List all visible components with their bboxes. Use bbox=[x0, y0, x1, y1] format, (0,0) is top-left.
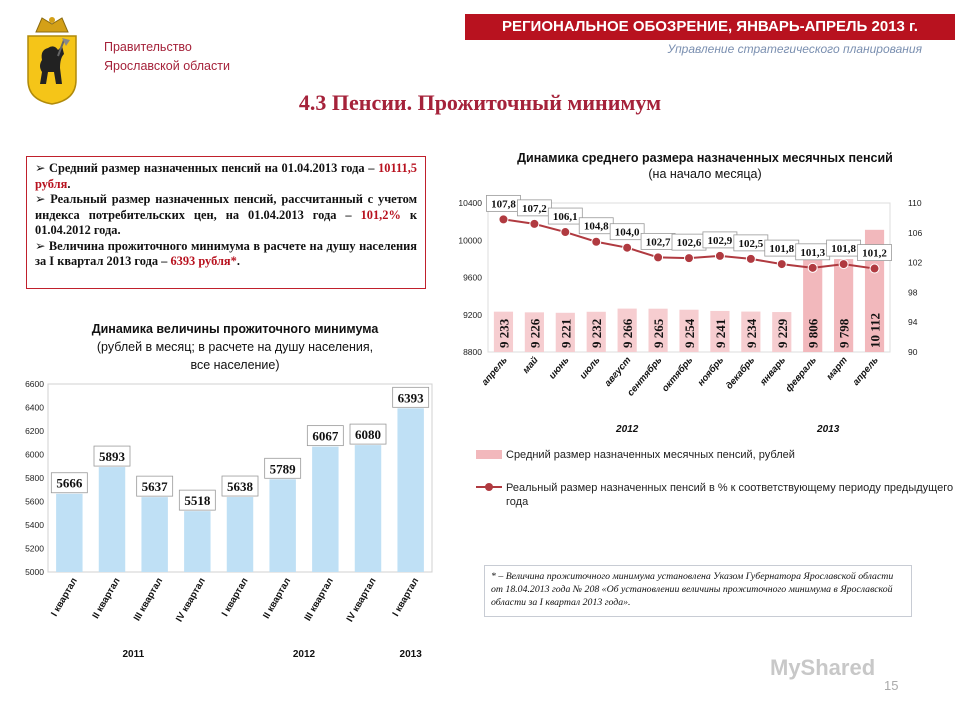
org-line-2: Ярославской области bbox=[104, 59, 230, 73]
department-name: Управление стратегического планирования bbox=[667, 42, 922, 56]
y2-tick-label: 94 bbox=[908, 317, 918, 328]
bar bbox=[397, 408, 423, 572]
pension-combo-chart bbox=[440, 185, 960, 515]
bar bbox=[355, 445, 381, 572]
data-label: 5637 bbox=[141, 479, 168, 495]
y-tick-label: 8800 bbox=[463, 347, 482, 357]
line-point bbox=[592, 237, 601, 246]
line-point bbox=[654, 253, 663, 262]
data-label: 5518 bbox=[184, 493, 211, 509]
chart-subtitle-line: (на начало месяца) bbox=[648, 167, 762, 181]
data-label: 5789 bbox=[269, 461, 296, 477]
y-tick-label: 5400 bbox=[25, 520, 44, 530]
y-tick-label: 5000 bbox=[25, 567, 44, 577]
x-tick-label: II квартал bbox=[90, 576, 123, 621]
y-tick-label: 6600 bbox=[25, 379, 44, 389]
line-point bbox=[499, 215, 508, 224]
x-tick-label: IV квартал bbox=[344, 576, 379, 624]
line-data-label: 101,8 bbox=[831, 243, 856, 256]
line-point bbox=[561, 228, 570, 237]
y2-tick-label: 102 bbox=[908, 257, 923, 268]
chart-subtitle-line: (рублей в месяц; в расчете на душу населения, bbox=[96, 340, 374, 354]
x-tick-label: I квартал bbox=[49, 576, 80, 619]
line-point bbox=[870, 264, 879, 273]
x-tick-label: апрель bbox=[850, 354, 881, 388]
x-tick-label: ноябрь bbox=[695, 354, 727, 389]
bar bbox=[99, 467, 125, 572]
year-label: 2013 bbox=[399, 649, 422, 660]
x-tick-label: IV квартал bbox=[173, 576, 208, 624]
y2-tick-label: 98 bbox=[908, 287, 918, 298]
line-point bbox=[808, 263, 817, 272]
bar bbox=[184, 511, 210, 572]
line-data-label: 104,8 bbox=[583, 220, 609, 233]
watermark-text: MyShared bbox=[770, 655, 876, 680]
y-tick-label: 10000 bbox=[458, 235, 482, 246]
y-tick-label: 6000 bbox=[25, 449, 44, 460]
year-label: 2012 bbox=[292, 649, 316, 660]
pension-chart-title bbox=[455, 150, 955, 182]
bar bbox=[269, 479, 295, 572]
y2-tick-label: 110 bbox=[908, 198, 922, 208]
bar-data-label: 9 234 bbox=[743, 318, 759, 348]
line-data-label: 101,2 bbox=[862, 247, 887, 260]
bar-data-label: 10 112 bbox=[867, 312, 883, 348]
header-banner: РЕГИОНАЛЬНОЕ ОБОЗРЕНИЕ, ЯНВАРЬ-АПРЕЛЬ 2013 г. bbox=[465, 14, 955, 40]
chart-subtitle-line: все население) bbox=[190, 358, 280, 372]
highlight-value: 101,2% bbox=[360, 207, 401, 222]
data-label: 5638 bbox=[227, 479, 253, 495]
chart-title-line: Динамика среднего размера назначенных месячных пенсий bbox=[517, 151, 893, 165]
x-tick-label: март bbox=[824, 354, 850, 383]
data-label: 5666 bbox=[56, 475, 83, 491]
legend-label: Реальный размер назначенных пенсий в % к соответствующему периоду предыдущего года bbox=[506, 482, 954, 508]
line-point bbox=[685, 254, 694, 263]
line-data-label: 102,7 bbox=[645, 236, 671, 249]
subsistence-chart-title bbox=[40, 320, 430, 374]
bar-data-label: 9 241 bbox=[712, 318, 728, 348]
x-tick-label: III квартал bbox=[302, 576, 336, 624]
x-tick-label: февраль bbox=[783, 354, 819, 395]
y-tick-label: 5600 bbox=[25, 496, 44, 507]
summary-item: ➢ Величина прожиточного минимума в расчете на душу населения за I квартал 2013 года – 6393 рубля*. bbox=[35, 238, 417, 268]
x-tick-label: декабрь bbox=[723, 354, 758, 392]
legend-swatch-marker bbox=[485, 483, 493, 491]
footnote-box: * – Величина прожиточного минимума установлена Указом Губернатора Ярославской области от 18.04.2013 года № 208 «Об установлении величины прожиточного минимума в Ярославской области за I квартал 2013 года». bbox=[484, 565, 912, 617]
x-tick-label: сентябрь bbox=[625, 354, 665, 399]
y-tick-label: 10400 bbox=[458, 198, 482, 208]
x-tick-label: август bbox=[602, 354, 634, 389]
y-tick-label: 9600 bbox=[463, 272, 482, 283]
bar bbox=[141, 497, 167, 572]
bar bbox=[56, 494, 82, 572]
data-label: 5893 bbox=[99, 449, 125, 465]
page-number: 15 bbox=[884, 678, 899, 693]
subsistence-bar-chart bbox=[0, 370, 450, 670]
line-point bbox=[530, 219, 539, 228]
x-tick-label: октябрь bbox=[659, 354, 696, 395]
line-point bbox=[715, 251, 724, 260]
highlight-value: 10111,5 рубля bbox=[35, 161, 417, 191]
bar-data-label: 9 229 bbox=[774, 318, 790, 348]
line-point bbox=[746, 254, 755, 263]
data-label: 6067 bbox=[312, 428, 339, 444]
y2-tick-label: 106 bbox=[908, 227, 923, 238]
x-tick-label: I квартал bbox=[219, 576, 251, 619]
page-title: 4.3 Пенсии. Прожиточный минимум bbox=[298, 90, 662, 115]
x-tick-label: май bbox=[520, 354, 541, 376]
bar bbox=[312, 447, 338, 572]
x-tick-label: III квартал bbox=[131, 576, 166, 624]
x-tick-label: I квартал bbox=[390, 576, 422, 619]
line-point bbox=[839, 260, 848, 269]
bar-data-label: 9 226 bbox=[527, 318, 543, 348]
line-data-label: 104,0 bbox=[614, 226, 640, 239]
year-label: 2011 bbox=[122, 649, 145, 660]
x-tick-label: январь bbox=[757, 354, 789, 388]
summary-box bbox=[26, 156, 426, 289]
y2-tick-label: 90 bbox=[908, 347, 918, 357]
bar-data-label: 9 232 bbox=[589, 318, 605, 348]
bar-data-label: 9 254 bbox=[682, 318, 697, 348]
line-data-label: 106,1 bbox=[552, 211, 578, 224]
x-tick-label: июнь bbox=[546, 354, 572, 382]
line-data-label: 102,5 bbox=[738, 237, 764, 250]
bar-data-label: 9 233 bbox=[496, 318, 512, 348]
line-data-label: 107,2 bbox=[522, 202, 547, 215]
highlight-value: 6393 рубля* bbox=[170, 254, 237, 268]
bar-data-label: 9 221 bbox=[558, 318, 574, 348]
bar-data-label: 9 265 bbox=[651, 318, 667, 348]
y-tick-label: 6400 bbox=[25, 402, 44, 413]
legend-swatch-bar bbox=[476, 450, 502, 459]
data-label: 6080 bbox=[355, 427, 381, 443]
year-label: 2013 bbox=[817, 424, 840, 435]
line-point bbox=[777, 260, 786, 269]
line-data-label: 101,8 bbox=[769, 243, 795, 256]
y-tick-label: 9200 bbox=[463, 309, 482, 320]
org-line-1: Правительство bbox=[104, 40, 192, 54]
organization-name bbox=[104, 38, 230, 76]
bar-data-label: 9 798 bbox=[836, 318, 852, 348]
y-tick-label: 5800 bbox=[25, 473, 44, 483]
line-data-label: 102,9 bbox=[707, 234, 733, 247]
y-tick-label: 5200 bbox=[25, 543, 44, 554]
bar-data-label: 9 806 bbox=[805, 318, 821, 348]
bar bbox=[227, 497, 253, 572]
line-data-label: 102,6 bbox=[676, 237, 702, 250]
line-point bbox=[623, 243, 632, 252]
summary-item: ➢ Реальный размер назначенных пенсий, рассчитанный с учетом индекса потребительских цен, на 01.04.2013 года – 101,2% к 01.04.2012 года. bbox=[35, 192, 418, 237]
chart-title-line: Динамика величины прожиточного минимума bbox=[91, 322, 379, 336]
x-tick-label: II квартал bbox=[261, 576, 294, 621]
year-label: 2012 bbox=[616, 424, 639, 435]
x-tick-label: апрель bbox=[479, 354, 510, 388]
x-tick-label: июль bbox=[577, 354, 603, 382]
bar-data-label: 9 266 bbox=[620, 318, 636, 348]
data-label: 6393 bbox=[397, 390, 424, 406]
legend-label: Средний размер назначенных месячных пенсий, рублей bbox=[506, 449, 795, 461]
line-data-label: 101,3 bbox=[800, 246, 826, 259]
line-data-label: 107,8 bbox=[491, 198, 516, 211]
y-tick-label: 6200 bbox=[25, 426, 44, 436]
summary-item: ➢ Средний размер назначенных пенсий на 01.04.2013 года – 10111,5 рубля. bbox=[35, 161, 417, 191]
